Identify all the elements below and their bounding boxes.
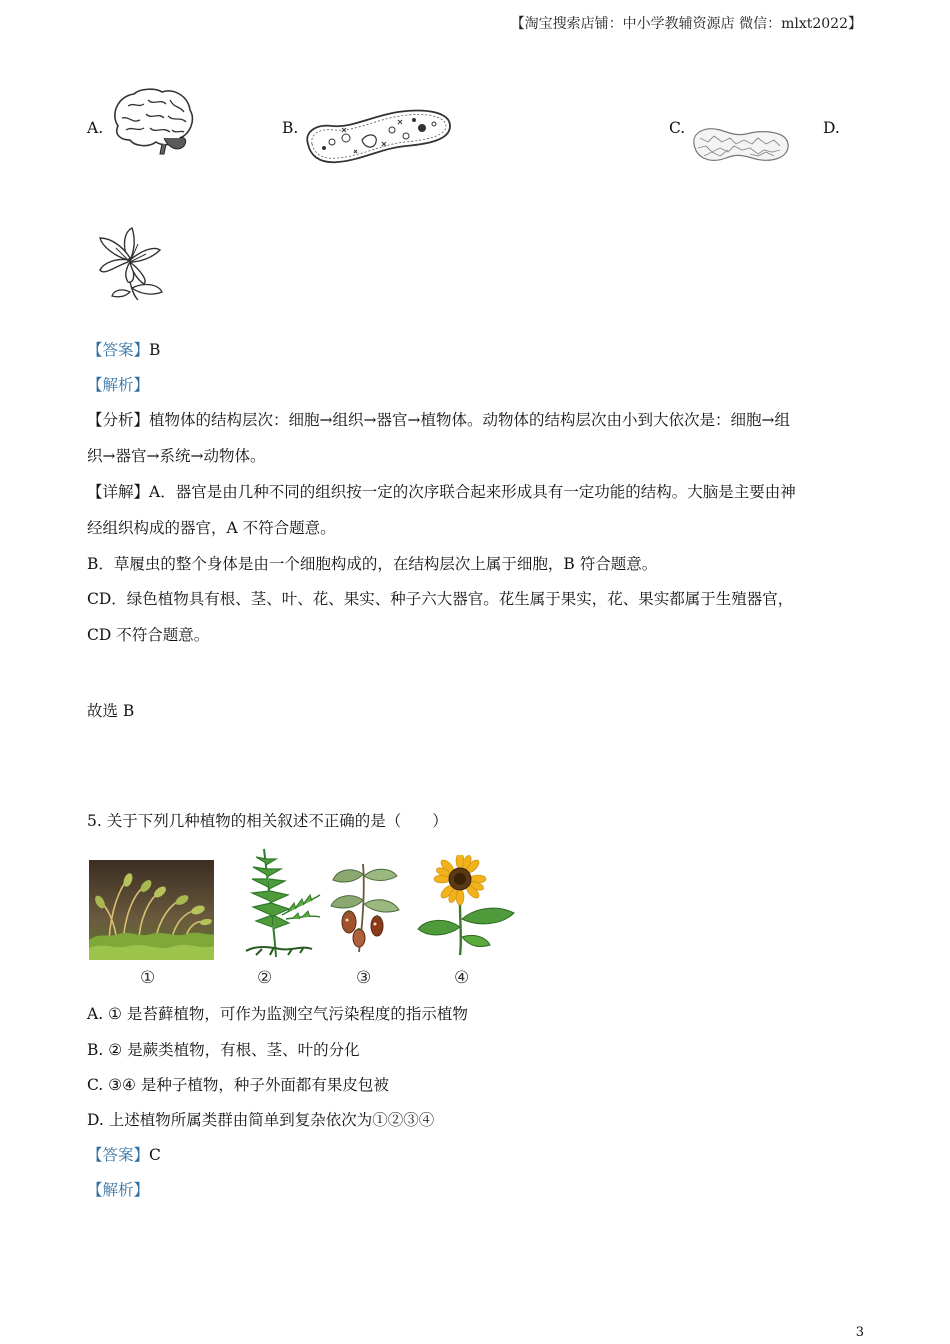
option-c-label: C. <box>669 119 686 137</box>
image-label-4: ④ <box>454 968 470 988</box>
q4-cd-line-2: CD 不符合题意。 <box>87 626 210 644</box>
q4-b-explanation: B．草履虫的整个身体是由一个细胞构成的，在结构层次上属于细胞，B 符合题意。 <box>87 555 658 573</box>
q4-cd-line-1: CD．绿色植物具有根、茎、叶、花、果实、种子六大器官。花生属于果实，花、果实都属于生殖器官， <box>87 590 794 608</box>
sunflower-icon <box>416 855 516 957</box>
answer-value: B <box>149 341 161 359</box>
answer-value: C <box>149 1146 161 1164</box>
fenxi-tag: 【分析】 <box>87 411 150 429</box>
answer-tag: 【答案】 <box>87 1146 150 1164</box>
q5-option-b: B. ② 是蕨类植物，有根、茎、叶的分化 <box>87 1041 360 1059</box>
image-label-1: ① <box>140 968 156 988</box>
q5-option-d: D. 上述植物所属类群由简单到复杂依次为①②③④ <box>87 1111 435 1129</box>
brain-icon <box>108 86 196 158</box>
fern-icon <box>236 845 322 961</box>
q5-analysis-tag: 【解析】 <box>87 1181 150 1199</box>
q4-xiangjie-line-2: 经组织构成的器官，A 不符合题意。 <box>87 519 336 537</box>
option-b-label: B. <box>282 119 299 137</box>
q4-xiangjie-line-1 <box>87 482 796 502</box>
q5-option-a: A. ① 是苔藓植物，可作为监测空气污染程度的指示植物 <box>87 1005 468 1023</box>
option-d-label: D. <box>823 119 840 137</box>
peanut-icon <box>690 124 792 166</box>
q5-question: 5. 关于下列几种植物的相关叙述不正确的是（ ） <box>87 812 448 830</box>
xiangjie-tag: 【详解】 <box>87 483 150 501</box>
answer-tag: 【答案】 <box>87 341 150 359</box>
q4-fenxi-line-1 <box>87 410 790 430</box>
xiangjie-text: A．器官是由几种不同的组织按一定的次序联合起来形成具有一定功能的结构。大脑是主要由神 <box>149 483 796 501</box>
fenxi-text: 植物体的结构层次：细胞→组织→器官→植物体。动物体的结构层次由小到大依次是：细胞→组 <box>149 411 790 429</box>
lily-flower-icon <box>94 226 166 302</box>
image-label-3: ③ <box>356 968 372 988</box>
q4-analysis-tag: 【解析】 <box>87 376 150 394</box>
plant-with-fruit-icon <box>329 860 401 956</box>
page-header: 【淘宝搜索店铺：中小学教辅资源店 微信：mlxt2022】 <box>510 16 862 32</box>
image-label-2: ② <box>257 968 273 988</box>
q4-answer <box>87 340 160 360</box>
q5-answer <box>87 1145 161 1165</box>
paramecium-icon <box>302 102 454 168</box>
q4-conclusion: 故选 B <box>87 702 135 720</box>
q5-option-c: C. ③④ 是种子植物，种子外面都有果皮包被 <box>87 1076 389 1094</box>
option-a-label: A. <box>87 119 104 137</box>
q4-fenxi-line-2: 织→器官→系统→动物体。 <box>87 447 266 465</box>
moss-photo <box>89 860 214 960</box>
page-number: 3 <box>855 1325 864 1340</box>
